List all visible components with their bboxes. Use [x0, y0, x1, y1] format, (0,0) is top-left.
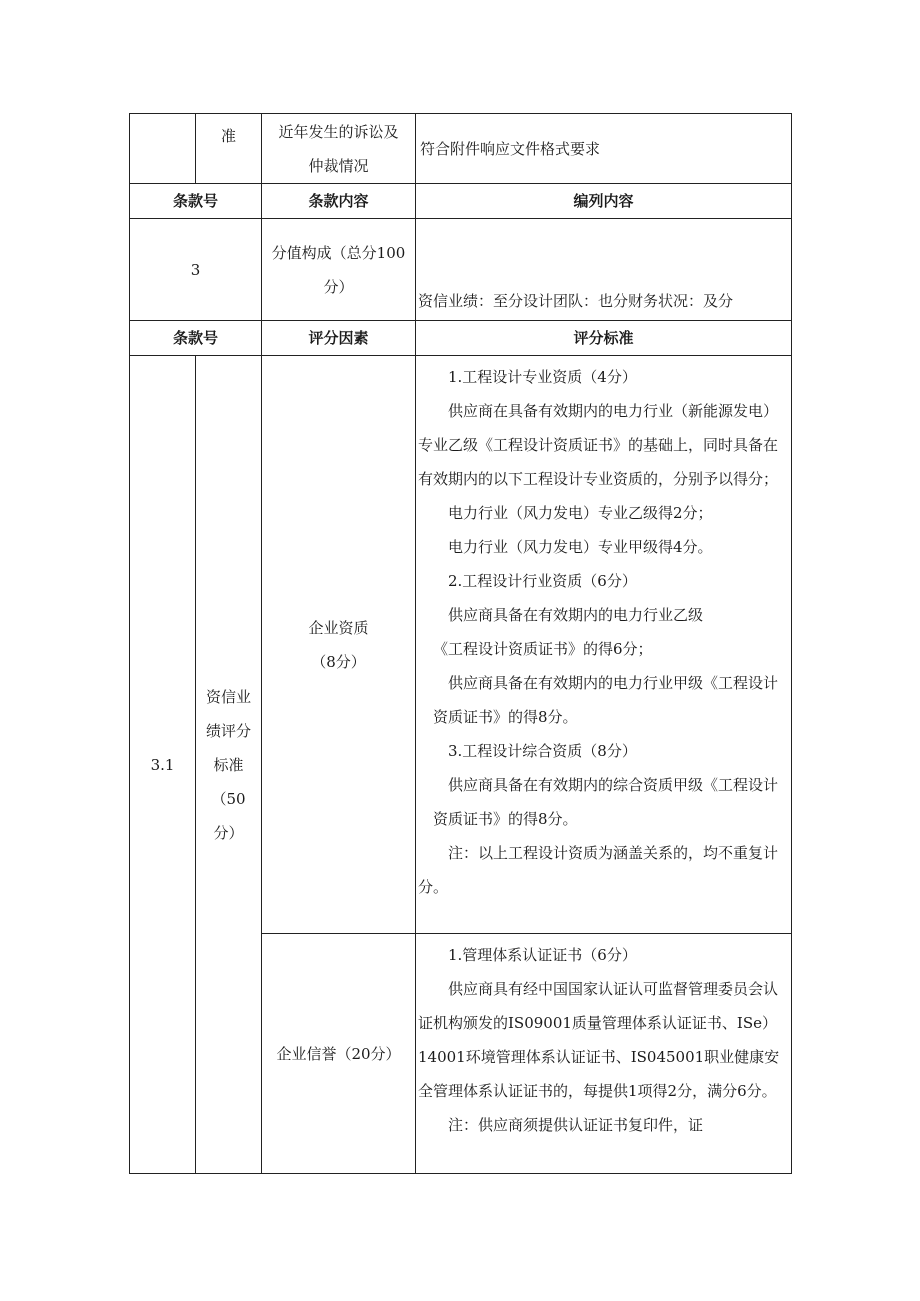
criterion-suffix: 准: [196, 114, 262, 184]
header-clause-content: 条款内容: [262, 184, 416, 219]
header-score-factor: 评分因素: [262, 321, 416, 356]
paragraph: 3.工程设计综合资质（8分）: [448, 742, 637, 760]
paragraph: 《工程设计资质证书》的得6分；: [433, 640, 653, 658]
score-breakdown: 资信业绩：至分设计团队：也分财务状况：及分: [416, 219, 792, 321]
paragraph: 注：供应商须提供认证证书复印件，证: [448, 1116, 704, 1134]
factor-reputation: 企业信誉（20分）: [262, 934, 416, 1174]
header-clause-no-2: 条款号: [130, 321, 262, 356]
paragraph: 2.工程设计行业资质（6分）: [448, 572, 637, 590]
table-header-row: [130, 184, 792, 219]
paragraph: 1.管理体系认证证书（6分）: [448, 946, 637, 964]
paragraph: 注：以上工程设计资质为涵盖关系的，均不重复计分。: [418, 844, 779, 896]
scoring-table: [129, 113, 792, 1174]
section-title: 资信业 绩评分 标准 （50 分）: [196, 356, 262, 1174]
paragraph: 电力行业（风力发电）专业甲级得4分。: [448, 538, 713, 556]
paragraph: 供应商具备在有效期内的综合资质甲级《工程设计资质证书》的得8分。: [433, 776, 779, 828]
item-requirement: 符合附件响应文件格式要求: [416, 114, 792, 184]
table-header-row: [130, 321, 792, 356]
table-row: [130, 219, 792, 321]
clause-number: 3: [130, 219, 262, 321]
header-score-standard: 评分标准: [416, 321, 792, 356]
blank-cell: [130, 114, 196, 184]
factor-qualification: 企业资质 （8分）: [262, 356, 416, 934]
standard-reputation: [416, 934, 792, 1174]
table-row: [130, 114, 792, 184]
paragraph: 供应商具备在有效期内的电力行业乙级: [448, 606, 704, 624]
header-clause-no: 条款号: [130, 184, 262, 219]
header-compile-content: 编列内容: [416, 184, 792, 219]
paragraph: 1.工程设计专业资质（4分）: [448, 368, 637, 386]
paragraph: 电力行业（风力发电）专业乙级得2分；: [448, 504, 713, 522]
item-litigation: 近年发生的诉讼及 仲裁情况: [262, 114, 416, 184]
paragraph: 供应商在具备有效期内的电力行业（新能源发电）专业乙级《工程设计资质证书》的基础上，同时具备在有效期内的以下工程设计专业资质的，分别予以得分；: [418, 402, 779, 488]
standard-qualification: [416, 356, 792, 934]
section-number: 3.1: [130, 356, 196, 1174]
paragraph: 供应商具有经中国国家认证认可监督管理委员会认证机构颁发的IS09001质量管理体系认证证书、ISe）14001环境管理体系认证证书、IS045001职业健康安全管理体系认证证书的，每提供1项得2分，满分6分。: [418, 980, 780, 1100]
table-row: [130, 356, 792, 934]
paragraph: 供应商具备在有效期内的电力行业甲级《工程设计资质证书》的得8分。: [433, 674, 779, 726]
score-composition: 分值构成（总分100 分）: [262, 219, 416, 321]
